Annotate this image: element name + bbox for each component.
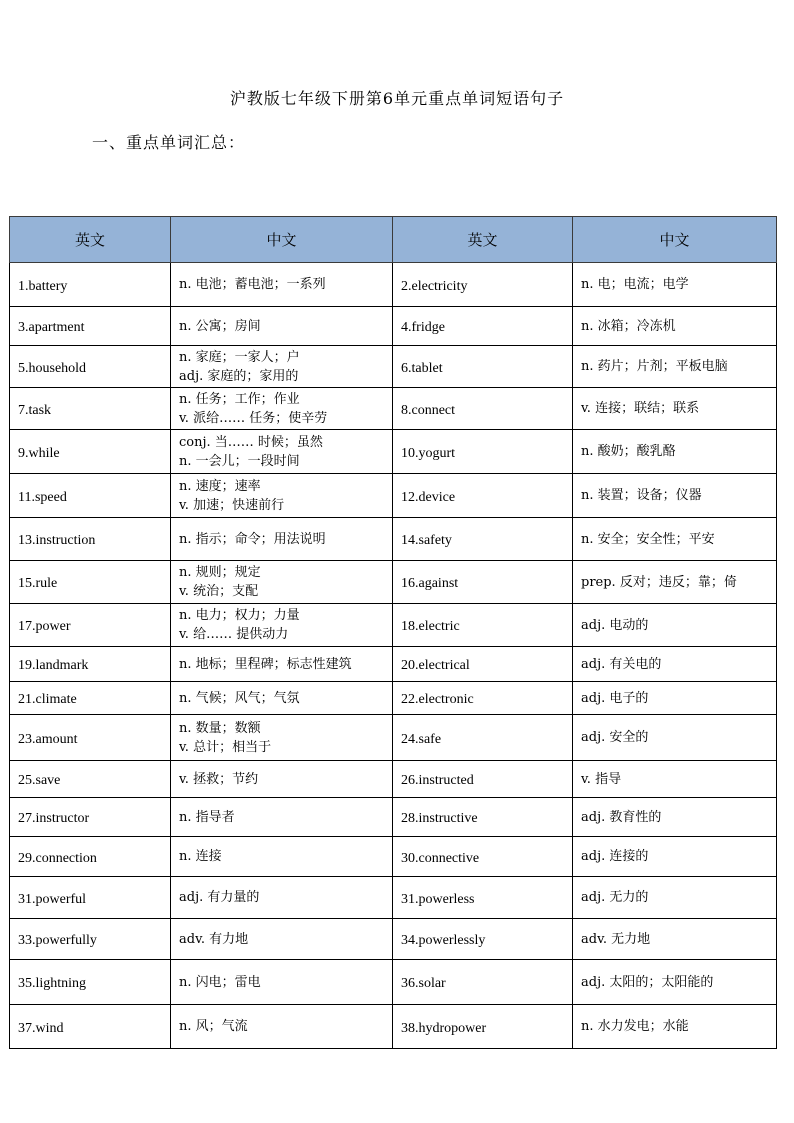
table-row <box>10 388 777 430</box>
chinese-meaning <box>573 798 777 837</box>
chinese-meaning <box>171 518 393 561</box>
meaning-line: n. 指示；命令；用法说明 <box>179 531 326 547</box>
meaning-line: adj. 安全的 <box>581 730 649 745</box>
english-word: 7.task <box>10 388 171 430</box>
chinese-meaning <box>171 761 393 798</box>
table-row <box>10 919 777 960</box>
meaning-line: n. 公寓；房间 <box>179 318 261 334</box>
meaning-line: n. 速度；速率 <box>179 478 261 494</box>
english-word: 18.electric <box>393 604 573 647</box>
table-row <box>10 1005 777 1049</box>
chinese-meaning <box>573 604 777 647</box>
meaning-line: n. 电池；蓄电池；一系列 <box>179 277 326 292</box>
english-word: 31.powerful <box>10 877 171 919</box>
header-chinese-1: 中文 <box>171 217 393 263</box>
meaning-line: v. 连接；联结；联系 <box>581 401 700 416</box>
english-word: 16.against <box>393 561 573 604</box>
chinese-meaning <box>171 877 393 919</box>
chinese-meaning <box>171 919 393 960</box>
english-word: 9.while <box>10 430 171 474</box>
chinese-meaning <box>171 715 393 761</box>
chinese-meaning <box>171 307 393 346</box>
vocabulary-table <box>9 216 777 1049</box>
english-word: 25.save <box>10 761 171 798</box>
english-word: 31.powerless <box>393 877 573 919</box>
meaning-line: n. 一会儿；一段时间 <box>179 453 300 469</box>
meaning-line: adj. 家庭的；家用的 <box>179 368 299 384</box>
table-row <box>10 263 777 307</box>
chinese-meaning <box>171 604 393 647</box>
english-word: 24.safe <box>393 715 573 761</box>
meaning-line: v. 拯救；节约 <box>179 771 259 787</box>
chinese-meaning <box>573 263 777 307</box>
meaning-line: adj. 连接的 <box>581 849 649 864</box>
header-english-1: 英文 <box>10 217 171 263</box>
meaning-line: n. 家庭；一家人；户 <box>179 349 300 365</box>
meaning-line: n. 风；气流 <box>179 1019 248 1034</box>
chinese-meaning <box>171 647 393 682</box>
english-word: 30.connective <box>393 837 573 877</box>
meaning-line: v. 给…… 提供动力 <box>179 627 289 642</box>
english-word: 1.battery <box>10 263 171 307</box>
meaning-line: adj. 有力量的 <box>179 890 260 905</box>
chinese-meaning <box>573 761 777 798</box>
meaning-line: adj. 电动的 <box>581 617 649 633</box>
english-word: 8.connect <box>393 388 573 430</box>
english-word: 19.landmark <box>10 647 171 682</box>
english-word: 29.connection <box>10 837 171 877</box>
meaning-line: v. 派给…… 任务；使辛劳 <box>179 410 328 426</box>
chinese-meaning <box>573 837 777 877</box>
english-word: 35.lightning <box>10 960 171 1005</box>
table-row <box>10 307 777 346</box>
chinese-meaning <box>573 518 777 561</box>
header-english-2: 英文 <box>393 217 573 263</box>
table-row <box>10 682 777 715</box>
table-row <box>10 877 777 919</box>
english-word: 23.amount <box>10 715 171 761</box>
meaning-line: n. 水力发电；水能 <box>581 1019 689 1034</box>
english-word: 6.tablet <box>393 346 573 388</box>
table-header-row <box>10 217 777 263</box>
english-word: 27.instructor <box>10 798 171 837</box>
meaning-line: adv. 无力地 <box>581 931 651 947</box>
meaning-line: n. 连接 <box>179 849 222 864</box>
meaning-line: adj. 有关电的 <box>581 656 662 672</box>
table-row <box>10 837 777 877</box>
table-row <box>10 346 777 388</box>
meaning-line: v. 指导 <box>581 771 622 787</box>
chinese-meaning <box>573 346 777 388</box>
header-chinese-2: 中文 <box>573 217 777 263</box>
chinese-meaning <box>573 877 777 919</box>
english-word: 14.safety <box>393 518 573 561</box>
chinese-meaning <box>171 430 393 474</box>
english-word: 3.apartment <box>10 307 171 346</box>
chinese-meaning <box>573 960 777 1005</box>
chinese-meaning <box>171 474 393 518</box>
meaning-line: n. 任务；工作；作业 <box>179 391 300 407</box>
english-word: 13.instruction <box>10 518 171 561</box>
table-row <box>10 761 777 798</box>
meaning-line: n. 电力；权力；力量 <box>179 608 300 623</box>
english-word: 36.solar <box>393 960 573 1005</box>
chinese-meaning <box>171 346 393 388</box>
english-word: 34.powerlessly <box>393 919 573 960</box>
chinese-meaning <box>573 1005 777 1049</box>
meaning-line: adj. 太阳的；太阳能的 <box>581 974 714 990</box>
document-title: 沪教版七年级下册第6单元重点单词短语句子 <box>229 89 565 108</box>
meaning-line: n. 装置；设备；仪器 <box>581 488 702 503</box>
chinese-meaning <box>171 837 393 877</box>
english-word: 38.hydropower <box>393 1005 573 1049</box>
english-word: 37.wind <box>10 1005 171 1049</box>
chinese-meaning <box>171 798 393 837</box>
table-row <box>10 798 777 837</box>
meaning-line: v. 统治；支配 <box>179 584 259 599</box>
chinese-meaning <box>573 715 777 761</box>
english-word: 15.rule <box>10 561 171 604</box>
chinese-meaning <box>171 388 393 430</box>
chinese-meaning <box>573 388 777 430</box>
meaning-line: v. 总计；相当于 <box>179 739 272 755</box>
table-row <box>10 715 777 761</box>
chinese-meaning <box>171 561 393 604</box>
table-row <box>10 561 777 604</box>
meaning-line: n. 规则；规定 <box>179 565 261 580</box>
chinese-meaning <box>573 561 777 604</box>
table-row <box>10 430 777 474</box>
english-word: 12.device <box>393 474 573 518</box>
english-word: 2.electricity <box>393 263 573 307</box>
section-heading: 一、重点单词汇总： <box>92 133 246 152</box>
chinese-meaning <box>171 960 393 1005</box>
meaning-line: n. 药片；片剂；平板电脑 <box>581 359 728 374</box>
meaning-line: adj. 教育性的 <box>581 809 662 825</box>
english-word: 5.household <box>10 346 171 388</box>
english-word: 22.electronic <box>393 682 573 715</box>
meaning-line: n. 指导者 <box>179 809 235 825</box>
meaning-line: adv. 有力地 <box>179 931 249 947</box>
english-word: 33.powerfully <box>10 919 171 960</box>
english-word: 11.speed <box>10 474 171 518</box>
meaning-line: adj. 无力的 <box>581 890 649 905</box>
table-row <box>10 474 777 518</box>
chinese-meaning <box>171 682 393 715</box>
english-word: 20.electrical <box>393 647 573 682</box>
chinese-meaning <box>171 263 393 307</box>
chinese-meaning <box>573 474 777 518</box>
chinese-meaning <box>573 682 777 715</box>
meaning-line: n. 地标；里程碑；标志性建筑 <box>179 656 352 672</box>
meaning-line: adj. 电子的 <box>581 690 649 706</box>
meaning-line: n. 气候；风气；气氛 <box>179 690 300 706</box>
chinese-meaning <box>573 647 777 682</box>
meaning-line: n. 电；电流；电学 <box>581 277 689 292</box>
chinese-meaning <box>573 307 777 346</box>
english-word: 4.fridge <box>393 307 573 346</box>
meaning-line: n. 安全；安全性；平安 <box>581 531 715 547</box>
meaning-line: prep. 反对；违反；靠；倚 <box>581 574 737 590</box>
meaning-line: n. 闪电；雷电 <box>179 974 261 990</box>
english-word: 26.instructed <box>393 761 573 798</box>
chinese-meaning <box>573 919 777 960</box>
english-word: 17.power <box>10 604 171 647</box>
english-word: 21.climate <box>10 682 171 715</box>
meaning-line: v. 加速；快速前行 <box>179 497 285 513</box>
meaning-line: conj. 当…… 时候；虽然 <box>179 434 323 450</box>
table-row <box>10 960 777 1005</box>
table-row <box>10 647 777 682</box>
meaning-line: n. 酸奶；酸乳酪 <box>581 444 676 459</box>
meaning-line: n. 数量；数额 <box>179 720 261 736</box>
table-row <box>10 604 777 647</box>
table-row <box>10 518 777 561</box>
chinese-meaning <box>573 430 777 474</box>
meaning-line: n. 冰箱；冷冻机 <box>581 318 676 334</box>
english-word: 10.yogurt <box>393 430 573 474</box>
english-word: 28.instructive <box>393 798 573 837</box>
chinese-meaning <box>171 1005 393 1049</box>
